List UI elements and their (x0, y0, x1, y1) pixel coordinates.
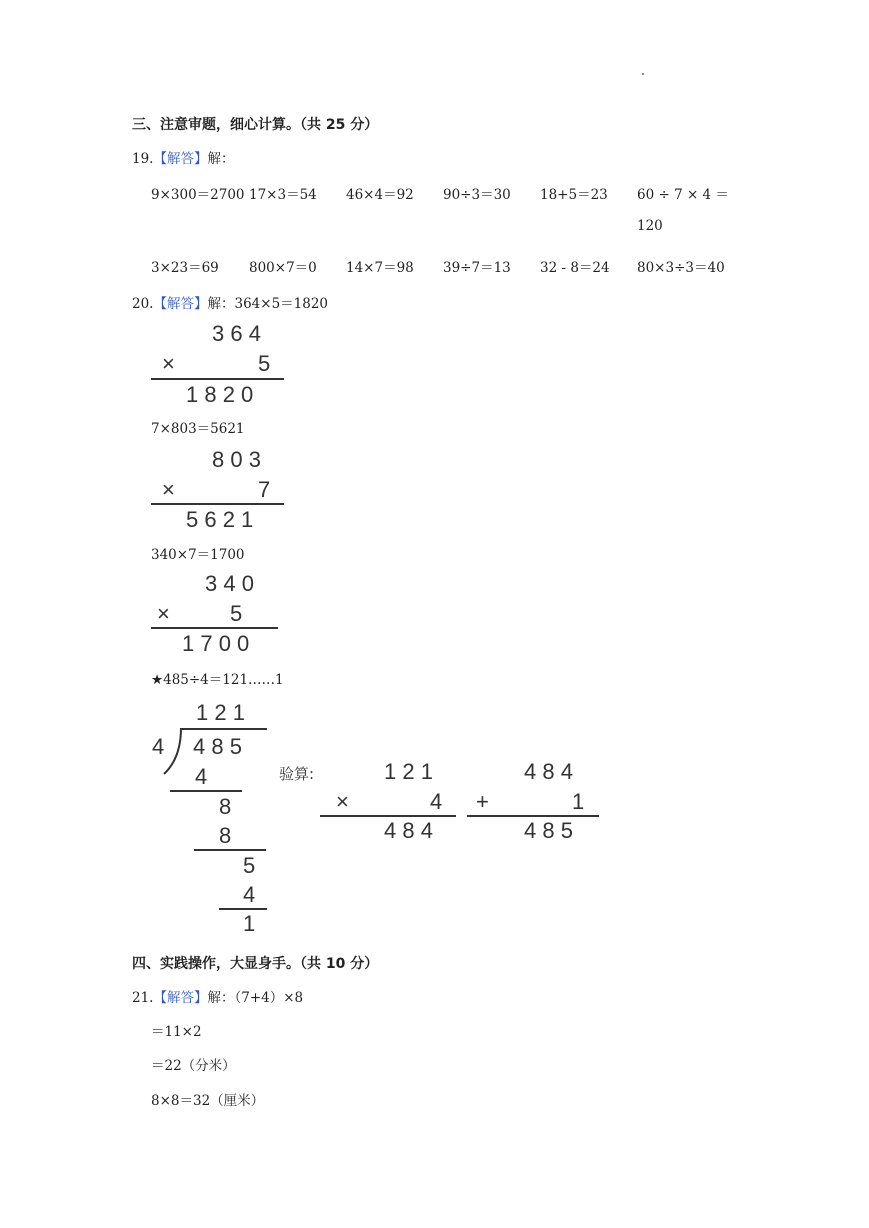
calc2-op: × (162, 477, 175, 502)
q19-r1-c5: 18+5＝23 (540, 187, 608, 203)
check-add-op: + (476, 789, 489, 814)
check-add-result: 4 8 5 (524, 818, 573, 843)
div-quotient: 1 2 1 (196, 700, 245, 725)
check-mul-op: × (336, 789, 349, 814)
q19-r1-c1: 9×300＝2700 (151, 187, 245, 203)
q19-number: 19. (132, 151, 154, 167)
div-step4: 5 (243, 853, 256, 878)
check-add-rule (467, 815, 599, 817)
calc1-rule (151, 378, 284, 380)
calc1-result: 1 8 2 0 (186, 382, 254, 407)
q21-line1: ＝11×2 (151, 1024, 202, 1040)
q20-eq3: 340×7＝1700 (151, 547, 245, 563)
q19-r2-c2: 800×7＝0 (249, 260, 317, 276)
q20-answer-tag: 【解答】 (153, 296, 208, 312)
check-add-addend: 1 (572, 789, 585, 814)
calc2-rule (151, 503, 284, 505)
q19-r1-c2: 17×3＝54 (249, 187, 317, 203)
calc2-result: 5 6 2 1 (186, 507, 254, 532)
q21-number: 21. (132, 990, 154, 1006)
q19-r1-c6-wrap: 120 (637, 218, 663, 234)
q19-heading (132, 147, 234, 167)
check-mul-top: 1 2 1 (384, 759, 433, 784)
calc1-op: × (162, 351, 175, 376)
div-dividend: 4 8 5 (193, 734, 242, 759)
check-mul-result: 4 8 4 (384, 818, 433, 843)
div-step1: 4 (195, 764, 208, 789)
calc2-mul: 7 (258, 477, 271, 502)
check-add-top: 4 8 4 (524, 759, 573, 784)
q21-line3: 8×8＝32（厘米） (151, 1093, 265, 1109)
q20-eq2: 7×803＝5621 (151, 421, 245, 437)
section-3-title: 三、注意审题，细心计算。（共 25 分） (132, 117, 379, 133)
check-mul-rule (320, 815, 456, 817)
div-bracket-top (181, 728, 267, 730)
q19-r1-c3: 46×4＝92 (346, 187, 414, 203)
calc3-mul: 5 (230, 601, 243, 626)
calc1-mul: 5 (258, 351, 271, 376)
q21-jie: 解： (207, 990, 235, 1006)
q21-line0: （7+4）×8 (234, 990, 304, 1006)
q20-jie: 解： (207, 296, 235, 312)
q19-r2-c5: 32 - 8＝24 (540, 260, 610, 276)
calc2-top: 8 0 3 (212, 447, 261, 472)
q19-r2-c3: 14×7＝98 (346, 260, 414, 276)
q20-number: 20. (132, 296, 154, 312)
div-step3: 8 (219, 823, 232, 848)
q19-answer-tag: 【解答】 (153, 151, 208, 167)
calc3-result: 1 7 0 0 (182, 631, 250, 656)
div-rule3 (219, 908, 267, 910)
div-step2: 8 (219, 794, 232, 819)
calc3-top: 3 4 0 (205, 571, 254, 596)
q20-eq4: ★485÷4＝121……1 (151, 672, 284, 688)
div-step5: 4 (243, 882, 256, 907)
calc3-op: × (157, 601, 170, 626)
div-remainder: 1 (243, 911, 256, 936)
q20-eq1: 364×5＝1820 (234, 296, 329, 312)
div-rule2 (194, 849, 266, 851)
q19-r2-c6: 80×3÷3＝40 (637, 260, 725, 276)
q21-line2: ＝22（分米） (151, 1058, 236, 1074)
q19-r1-c6: 60 ÷ 7 × 4 ＝ (637, 187, 729, 203)
page-dot (642, 73, 644, 75)
div-rule1 (170, 790, 242, 792)
calc3-rule (151, 627, 278, 629)
q21-heading (132, 986, 303, 1006)
q19-r2-c4: 39÷7＝13 (443, 260, 511, 276)
div-divisor: 4 (152, 734, 165, 759)
q20-heading (132, 292, 328, 312)
calc1-top: 3 6 4 (212, 321, 261, 346)
check-label: 验算: (279, 765, 315, 783)
check-mul-factor: 4 (430, 789, 443, 814)
q19-jie: 解： (207, 151, 235, 167)
q21-answer-tag: 【解答】 (153, 990, 208, 1006)
q19-r2-c1: 3×23＝69 (151, 260, 219, 276)
q19-r1-c4: 90÷3＝30 (443, 187, 511, 203)
section-4-title: 四、实践操作，大显身手。（共 10 分） (132, 956, 379, 972)
